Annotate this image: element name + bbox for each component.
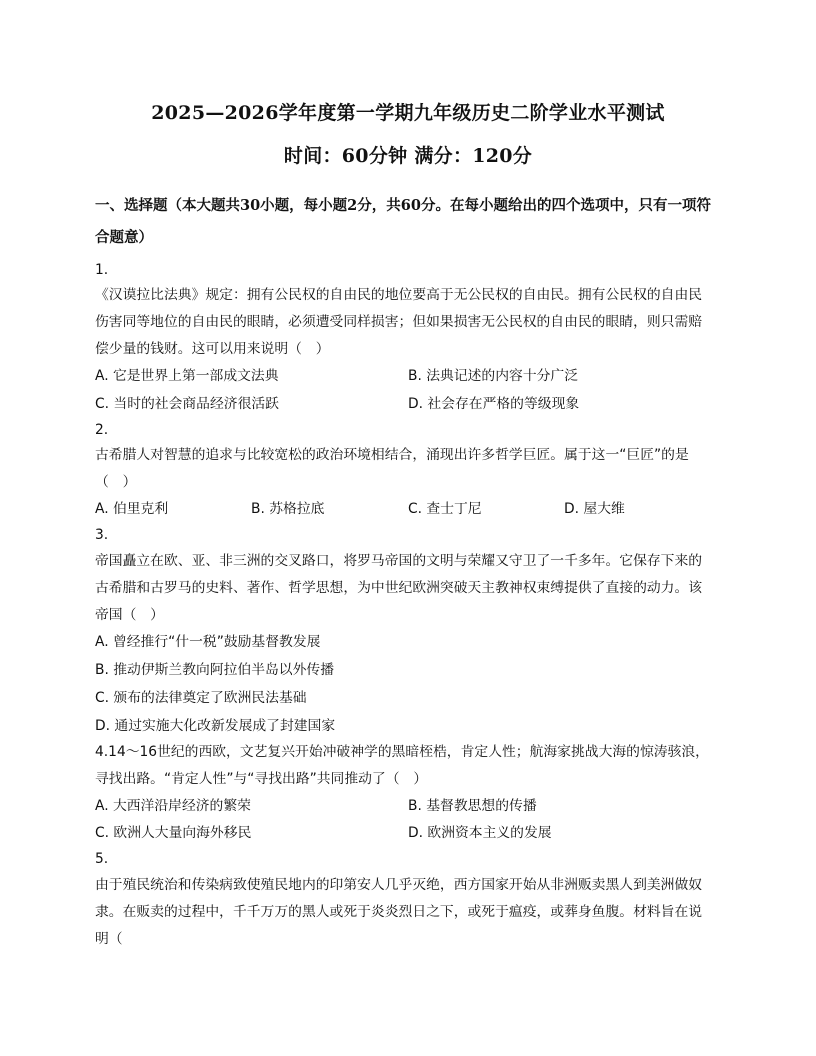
option-b: B. 法典记述的内容十分广泛 [408, 368, 579, 384]
option-d: D. 欧洲资本主义的发展 [408, 825, 552, 841]
option-b: B. 推动伊斯兰教向阿拉伯半岛以外传播 [95, 662, 334, 678]
question-stem-line: 帝国矗立在欧、亚、非三洲的交叉路口，将罗马帝国的文明与荣耀又守卫了一千多年。它保存下来的 [95, 553, 703, 569]
option-a: A. 曾经推行“什一税”鼓励基督教发展 [95, 634, 321, 650]
question-stem-line: 明（ [95, 931, 123, 947]
option-d: D. 社会存在严格的等级现象 [408, 396, 580, 412]
question-stem-line: 《汉谟拉比法典》规定：拥有公民权的自由民的地位要高于无公民权的自由民。拥有公民权的自由民 [95, 287, 703, 303]
section-heading: 一、选择题（本大题共30小题，每小题2分，共60分。在每小题给出的四个选项中，只有一项符合题意） [95, 197, 711, 246]
exam-subtitle: 时间：60分钟 满分：120分 [283, 145, 533, 167]
option-c: C. 颁布的法律奠定了欧洲民法基础 [95, 690, 307, 706]
question-stem-line: （ ） [95, 474, 137, 490]
option-c: C. 欧洲人大量向海外移民 [95, 825, 252, 841]
option-d: D. 屋大维 [564, 501, 625, 517]
question-stem-line: 寻找出路。“肯定人性”与“寻找出路”共同推动了（ ） [95, 771, 428, 787]
question-number: 5. [95, 851, 109, 867]
question-stem-line: 古希腊人对智慧的追求与比较宽松的政治环境相结合，涌现出许多哲学巨匠。属于这一“巨匠”的是 [95, 447, 689, 463]
question-number: 2. [95, 422, 109, 438]
option-b: B. 苏格拉底 [251, 501, 325, 517]
option-c: C. 当时的社会商品经济很活跃 [95, 396, 279, 412]
question-stem-line: 4.14～16世纪的西欧，文艺复兴开始冲破神学的黑暗桎梏，肯定人性；航海家挑战大海的惊涛骇浪， [95, 744, 709, 760]
question-stem-line: 隶。在贩卖的过程中，千千万万的黑人或死于炎炎烈日之下，或死于瘟疫，或葬身鱼腹。材料旨在说 [95, 904, 703, 920]
option-a: A. 大西洋沿岸经济的繁荣 [95, 798, 251, 814]
exam-title: 2025—2026学年度第一学期九年级历史二阶学业水平测试 [151, 102, 665, 124]
option-b: B. 基督教思想的传播 [408, 798, 537, 814]
option-d: D. 通过实施大化改新发展成了封建国家 [95, 718, 336, 734]
option-a: A. 它是世界上第一部成文法典 [95, 368, 279, 384]
question-number: 1. [95, 262, 109, 278]
question-number: 3. [95, 527, 109, 543]
question-stem-line: 伤害同等地位的自由民的眼睛，必须遭受同样损害；但如果损害无公民权的自由民的眼睛，则只需赔 [95, 314, 703, 330]
question-stem-line: 古希腊和古罗马的史料、著作、哲学思想，为中世纪欧洲突破天主教神权束缚提供了直接的动力。该 [95, 580, 703, 596]
question-stem-line: 偿少量的钱财。这可以用来说明（ ） [95, 341, 330, 357]
question-stem-line: 帝国（ ） [95, 607, 164, 623]
option-c: C. 查士丁尼 [408, 501, 482, 517]
option-a: A. 伯里克利 [95, 501, 169, 517]
question-stem-line: 由于殖民统治和传染病致使殖民地内的印第安人几乎灭绝，西方国家开始从非洲贩卖黑人到美洲做奴 [95, 877, 703, 893]
